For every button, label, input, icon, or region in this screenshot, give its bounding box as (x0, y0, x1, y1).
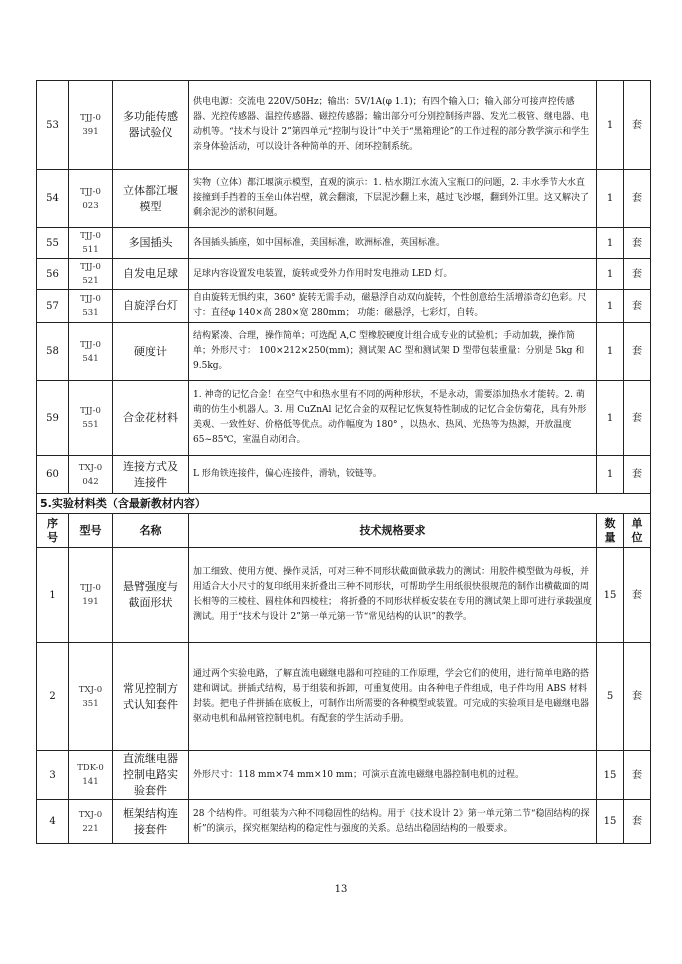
row-model: TDK-0 141 (69, 751, 113, 800)
row-unit: 套 (624, 228, 651, 259)
page-number: 13 (334, 884, 348, 895)
row-seq: 59 (37, 381, 69, 456)
table-row (37, 800, 651, 844)
header-model: 型号 (69, 514, 113, 548)
row-model: TJJ-0 551 (69, 381, 113, 456)
header-spec: 技术规格要求 (189, 514, 597, 548)
table-header-row (37, 514, 651, 548)
row-qty: 1 (597, 259, 624, 290)
row-qty: 1 (597, 456, 624, 494)
table-row (37, 456, 651, 494)
table-row (37, 259, 651, 290)
row-name: 自旋浮台灯 (113, 290, 189, 323)
row-spec: 足球内容设置发电装置，旋转或受外力作用时发电推动 LED 灯。 (189, 259, 597, 290)
row-unit: 套 (624, 456, 651, 494)
header-name: 名称 (113, 514, 189, 548)
row-qty: 5 (597, 643, 624, 751)
row-seq: 4 (37, 800, 69, 844)
row-model: TJJ-0 511 (69, 228, 113, 259)
row-unit: 套 (624, 800, 651, 844)
row-spec: 各国插头插座，如中国标准，美国标准，欧洲标准，英国标准。 (189, 228, 597, 259)
row-seq: 1 (37, 548, 69, 643)
table-row (37, 81, 651, 170)
row-spec: L 形角铁连接件，偏心连接件，滑轨，铰链等。 (189, 456, 597, 494)
row-seq: 56 (37, 259, 69, 290)
page (36, 80, 650, 844)
row-spec: 外形尺寸：118 mm×74 mm×10 mm；可演示直流电磁继电器控制电机的过程。 (189, 751, 597, 800)
table-row (37, 381, 651, 456)
row-spec: 1. 神奇的记忆合金！在空气中和热水里有不同的两种形状，不是永动，需要添加热水才能转。2. 萌萌的仿生小机器人。3. 用 CuZnAl 记忆合金的双程记忆恢复特性制成的记忆合金仿菊花，具有外形美观、一致性好、价格低等优点。动作幅度为 180° ，以热水、热风、光热等为热源，开放温度 65~85℃，室温自动闭合。 (189, 381, 597, 456)
row-qty: 1 (597, 170, 624, 228)
row-seq: 58 (37, 323, 69, 381)
row-seq: 57 (37, 290, 69, 323)
row-name: 多功能传感 器试验仪 (113, 81, 189, 170)
row-model: TJJ-0 391 (69, 81, 113, 170)
row-model: TXJ-0 351 (69, 643, 113, 751)
row-unit: 套 (624, 290, 651, 323)
header-unit: 单 位 (624, 514, 651, 548)
table-row (37, 751, 651, 800)
row-spec: 加工细致、使用方便、操作灵活，可对三种不同形状截面做承载力的测试：用胶件模型做为母板，并用适合大小尺寸的复印纸用来折叠出三种不同形状，可帮助学生用纸很快很规范的制作出横截面的周长相等的三棱柱、圆柱体和四棱柱； 将折叠的不同形状样板安装在专用的测试架上即可进行承载强度测试。用于“技术与设计 2”第一单元第一节“常见结构的认识”的教学。 (189, 548, 597, 643)
row-seq: 3 (37, 751, 69, 800)
header-qty: 数 量 (597, 514, 624, 548)
row-qty: 1 (597, 290, 624, 323)
section-row (37, 494, 651, 514)
row-spec: 通过两个实验电路，了解直流电磁继电器和可控硅的工作原理，学会它们的使用，进行简单电路的搭建和调试。拼插式结构，易于组装和拆卸，可重复使用。由各种电子件组成，电子件均用 ABS 材料封装。把电子件拼插在底板上，可制作出所需要的各种模型或装置。可完成的实验项目是电磁继电器驱动电机和晶闸管控制电机。有配套的学生活动手册。 (189, 643, 597, 751)
row-seq: 55 (37, 228, 69, 259)
table-row (37, 548, 651, 643)
row-qty: 15 (597, 548, 624, 643)
row-spec: 结构紧凑、合理，操作简单；可选配 A,C 型橡胶硬度计组合成专业的试验机；手动加载，操作简单；外形尺寸： 100×212×250(mm)；测试架 AC 型和测试架 D 型带包装重量：分别是 5kg 和 9.5kg。 (189, 323, 597, 381)
row-name: 直流继电器 控制电路实 验套件 (113, 751, 189, 800)
row-model: TJJ-0 541 (69, 323, 113, 381)
row-name: 硬度计 (113, 323, 189, 381)
row-unit: 套 (624, 548, 651, 643)
row-name: 自发电足球 (113, 259, 189, 290)
row-model: TJJ-0 023 (69, 170, 113, 228)
table-row (37, 323, 651, 381)
header-seq: 序 号 (37, 514, 69, 548)
row-qty: 1 (597, 323, 624, 381)
row-name: 连接方式及 连接件 (113, 456, 189, 494)
row-unit: 套 (624, 81, 651, 170)
row-name: 多国插头 (113, 228, 189, 259)
row-unit: 套 (624, 751, 651, 800)
row-name: 合金花材料 (113, 381, 189, 456)
table-row (37, 170, 651, 228)
table-row (37, 290, 651, 323)
row-model: TJJ-0 531 (69, 290, 113, 323)
row-spec: 自由旋转无惧约束，360° 旋转无需手动，磁悬浮自动双向旋转，个性创意给生活增添奇幻色彩。尺寸：直径φ 140×高 280×宽 280mm； 功能：磁悬浮，七彩灯，自转。 (189, 290, 597, 323)
row-qty: 1 (597, 81, 624, 170)
row-model: TJJ-0 191 (69, 548, 113, 643)
row-spec: 供电电源：交流电 220V/50Hz；输出：5V/1A(φ 1.1)；有四个输入口；输入部分可接声控传感器、光控传感器、温控传感器、磁控传感器；输出部分可分别控制扬声器、发光二极管、继电器、电动机等。“技术与设计 2”第四单元“控制与设计”中关于“黑箱理论”的工作过程的部分教学演示和学生亲身体验活动，可以设计各种简单的开、闭环控制系统。 (189, 81, 597, 170)
table-row (37, 228, 651, 259)
row-qty: 15 (597, 800, 624, 844)
row-seq: 54 (37, 170, 69, 228)
row-unit: 套 (624, 259, 651, 290)
row-name: 立体都江堰 模型 (113, 170, 189, 228)
row-name: 框架结构连 接套件 (113, 800, 189, 844)
row-unit: 套 (624, 323, 651, 381)
row-qty: 1 (597, 228, 624, 259)
row-unit: 套 (624, 643, 651, 751)
equipment-table (36, 80, 651, 844)
row-unit: 套 (624, 381, 651, 456)
row-seq: 53 (37, 81, 69, 170)
row-unit: 套 (624, 170, 651, 228)
row-spec: 28 个结构件。可组装为六种不同稳固性的结构。用于《技术设计 2》第一单元第二节“稳固结构的探析”的演示，探究框架结构的稳定性与强度的关系。总结出稳固结构的一般要求。 (189, 800, 597, 844)
row-name: 悬臂强度与 截面形状 (113, 548, 189, 643)
row-model: TXJ-0 042 (69, 456, 113, 494)
row-qty: 15 (597, 751, 624, 800)
row-model: TJJ-0 521 (69, 259, 113, 290)
row-spec: 实物（立体）都江堰演示模型，直观的演示：1. 枯水期江水流入宝瓶口的问题，2. 丰水季节大水直接撞到手挡着的玉垒山体岩壁，就会翻滚，下层泥沙翻上来，越过飞沙堰，翻到外江里。这又解决了剩余泥沙的淤积问题。 (189, 170, 597, 228)
row-seq: 2 (37, 643, 69, 751)
table-row (37, 643, 651, 751)
row-model: TXJ-0 221 (69, 800, 113, 844)
row-qty: 1 (597, 381, 624, 456)
row-name: 常见控制方 式认知套件 (113, 643, 189, 751)
section-title: 5.实验材料类（含最新教材内容） (37, 494, 651, 514)
row-seq: 60 (37, 456, 69, 494)
